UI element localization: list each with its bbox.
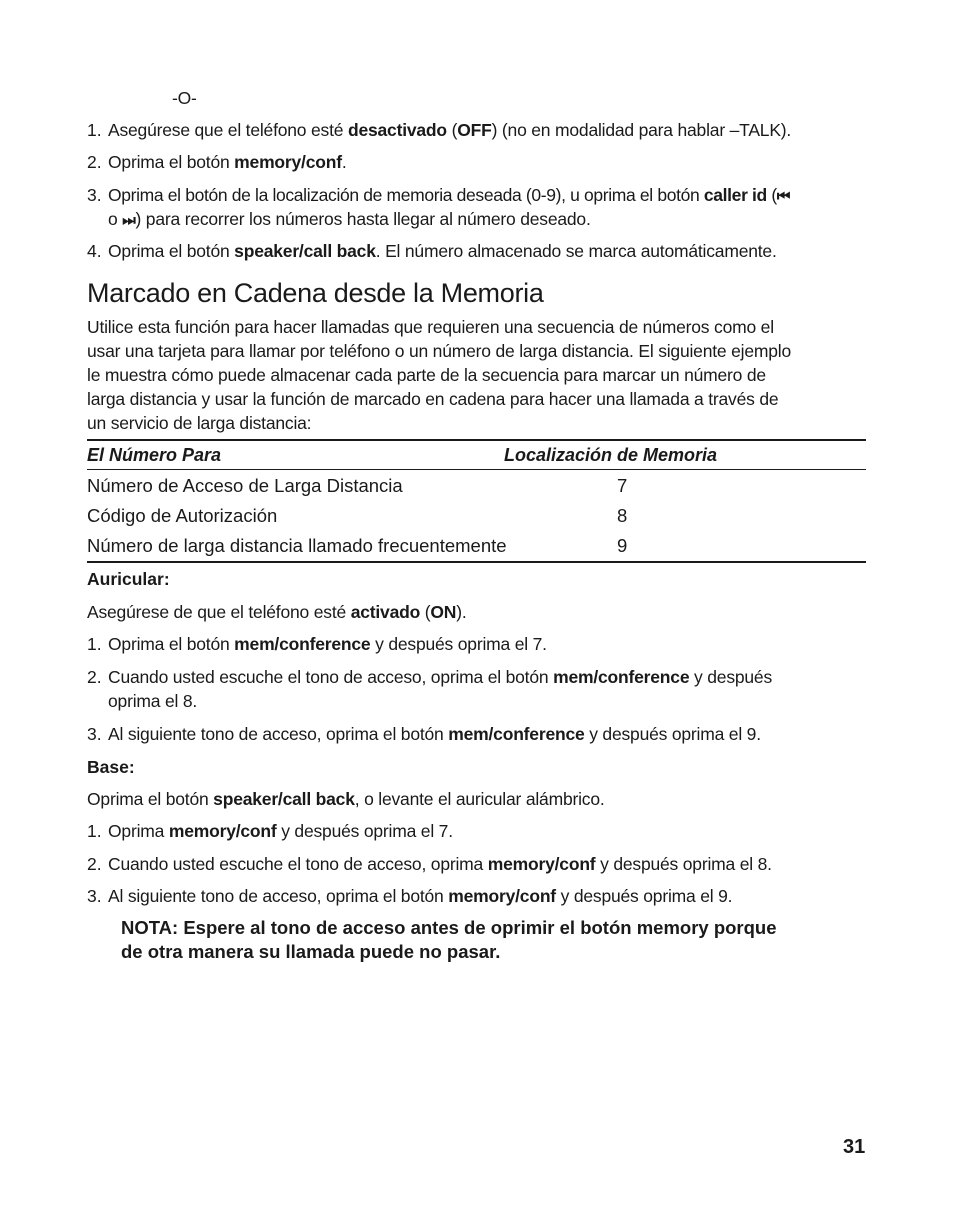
- table-bottom-rule: [87, 561, 866, 563]
- step-number: 2.: [87, 667, 102, 687]
- note-line: NOTA: Espere al tono de acceso antes de oprimir el botón memory porque: [121, 917, 777, 938]
- paragraph-line: usar una tarjeta para llamar por teléfono o un número de larga distancia. El siguiente ejemplo: [87, 341, 791, 361]
- skip-back-icon: ⏮: [776, 188, 791, 205]
- step-number: 3.: [87, 185, 102, 205]
- table-cell-label: Número de Acceso de Larga Distancia: [87, 475, 403, 496]
- step-text: Cuando usted escuche el tono de acceso, oprima el botón mem/conference y después: [108, 667, 773, 687]
- paragraph-line: un servicio de larga distancia:: [87, 413, 312, 433]
- table-cell-label: Código de Autorización: [87, 505, 278, 526]
- handset-intro: Asegúrese de que el teléfono esté activado (ON).: [87, 602, 467, 622]
- table-cell-location: 9: [617, 535, 628, 556]
- section-title: Marcado en Cadena desde la Memoria: [87, 278, 544, 308]
- base-title: Base:: [87, 757, 135, 777]
- paragraph-line: le muestra cómo puede almacenar cada parte de la secuencia para marcar un número de: [87, 365, 766, 385]
- step-number: 4.: [87, 241, 102, 261]
- table-cell-label: Número de larga distancia llamado frecuentemente: [87, 535, 507, 556]
- step-text: Oprima el botón memory/conf.: [108, 152, 347, 172]
- table-header-rule: [87, 469, 866, 470]
- step-text: Al siguiente tono de acceso, oprima el botón mem/conference y después oprima el 9.: [108, 724, 761, 744]
- table-cell-location: 8: [617, 505, 628, 526]
- step-text: Oprima el botón speaker/call back. El número almacenado se marca automáticamente.: [108, 241, 777, 261]
- table-cell-location: 7: [617, 475, 628, 496]
- note-line: de otra manera su llamada puede no pasar.: [121, 941, 501, 962]
- step-text-continued: oprima el 8.: [108, 691, 198, 711]
- step-number: 2.: [87, 854, 102, 874]
- page-number: 31: [843, 1136, 866, 1158]
- step-number: 1.: [87, 634, 102, 654]
- step-number: 1.: [87, 120, 102, 140]
- step-text: Oprima el botón de la localización de memoria deseada (0-9), u oprima el botón caller id (⏮: [108, 185, 791, 205]
- table-header-number-for: El Número Para: [87, 445, 222, 465]
- skip-forward-icon: ⏭: [122, 212, 136, 229]
- step-number: 2.: [87, 152, 102, 172]
- table-top-rule: [87, 439, 866, 441]
- table-header-memory-location: Localización de Memoria: [504, 445, 718, 465]
- handset-title: Auricular:: [87, 569, 170, 589]
- step-text: Oprima memory/conf y después oprima el 7.: [108, 821, 453, 841]
- step-text: Cuando usted escuche el tono de acceso, oprima memory/conf y después oprima el 8.: [108, 854, 772, 874]
- base-intro: Oprima el botón speaker/call back, o levante el auricular alámbrico.: [87, 789, 605, 809]
- paragraph-line: larga distancia y usar la función de marcado en cadena para hacer una llamada a través de: [87, 389, 779, 409]
- step-number: 3.: [87, 886, 102, 906]
- step-text: Al siguiente tono de acceso, oprima el botón memory/conf y después oprima el 9.: [108, 886, 733, 906]
- step-number: 3.: [87, 724, 102, 744]
- step-text: Asegúrese que el teléfono esté desactivado (OFF) (no en modalidad para hablar –TALK).: [108, 120, 792, 140]
- step-number: 1.: [87, 821, 102, 841]
- step-text: Oprima el botón mem/conference y después oprima el 7.: [108, 634, 547, 654]
- alternative-separator: -O-: [172, 88, 197, 108]
- paragraph-line: Utilice esta función para hacer llamadas que requieren una secuencia de números como el: [87, 317, 774, 337]
- step-text-continued: o ⏭) para recorrer los números hasta llegar al número deseado.: [108, 209, 591, 229]
